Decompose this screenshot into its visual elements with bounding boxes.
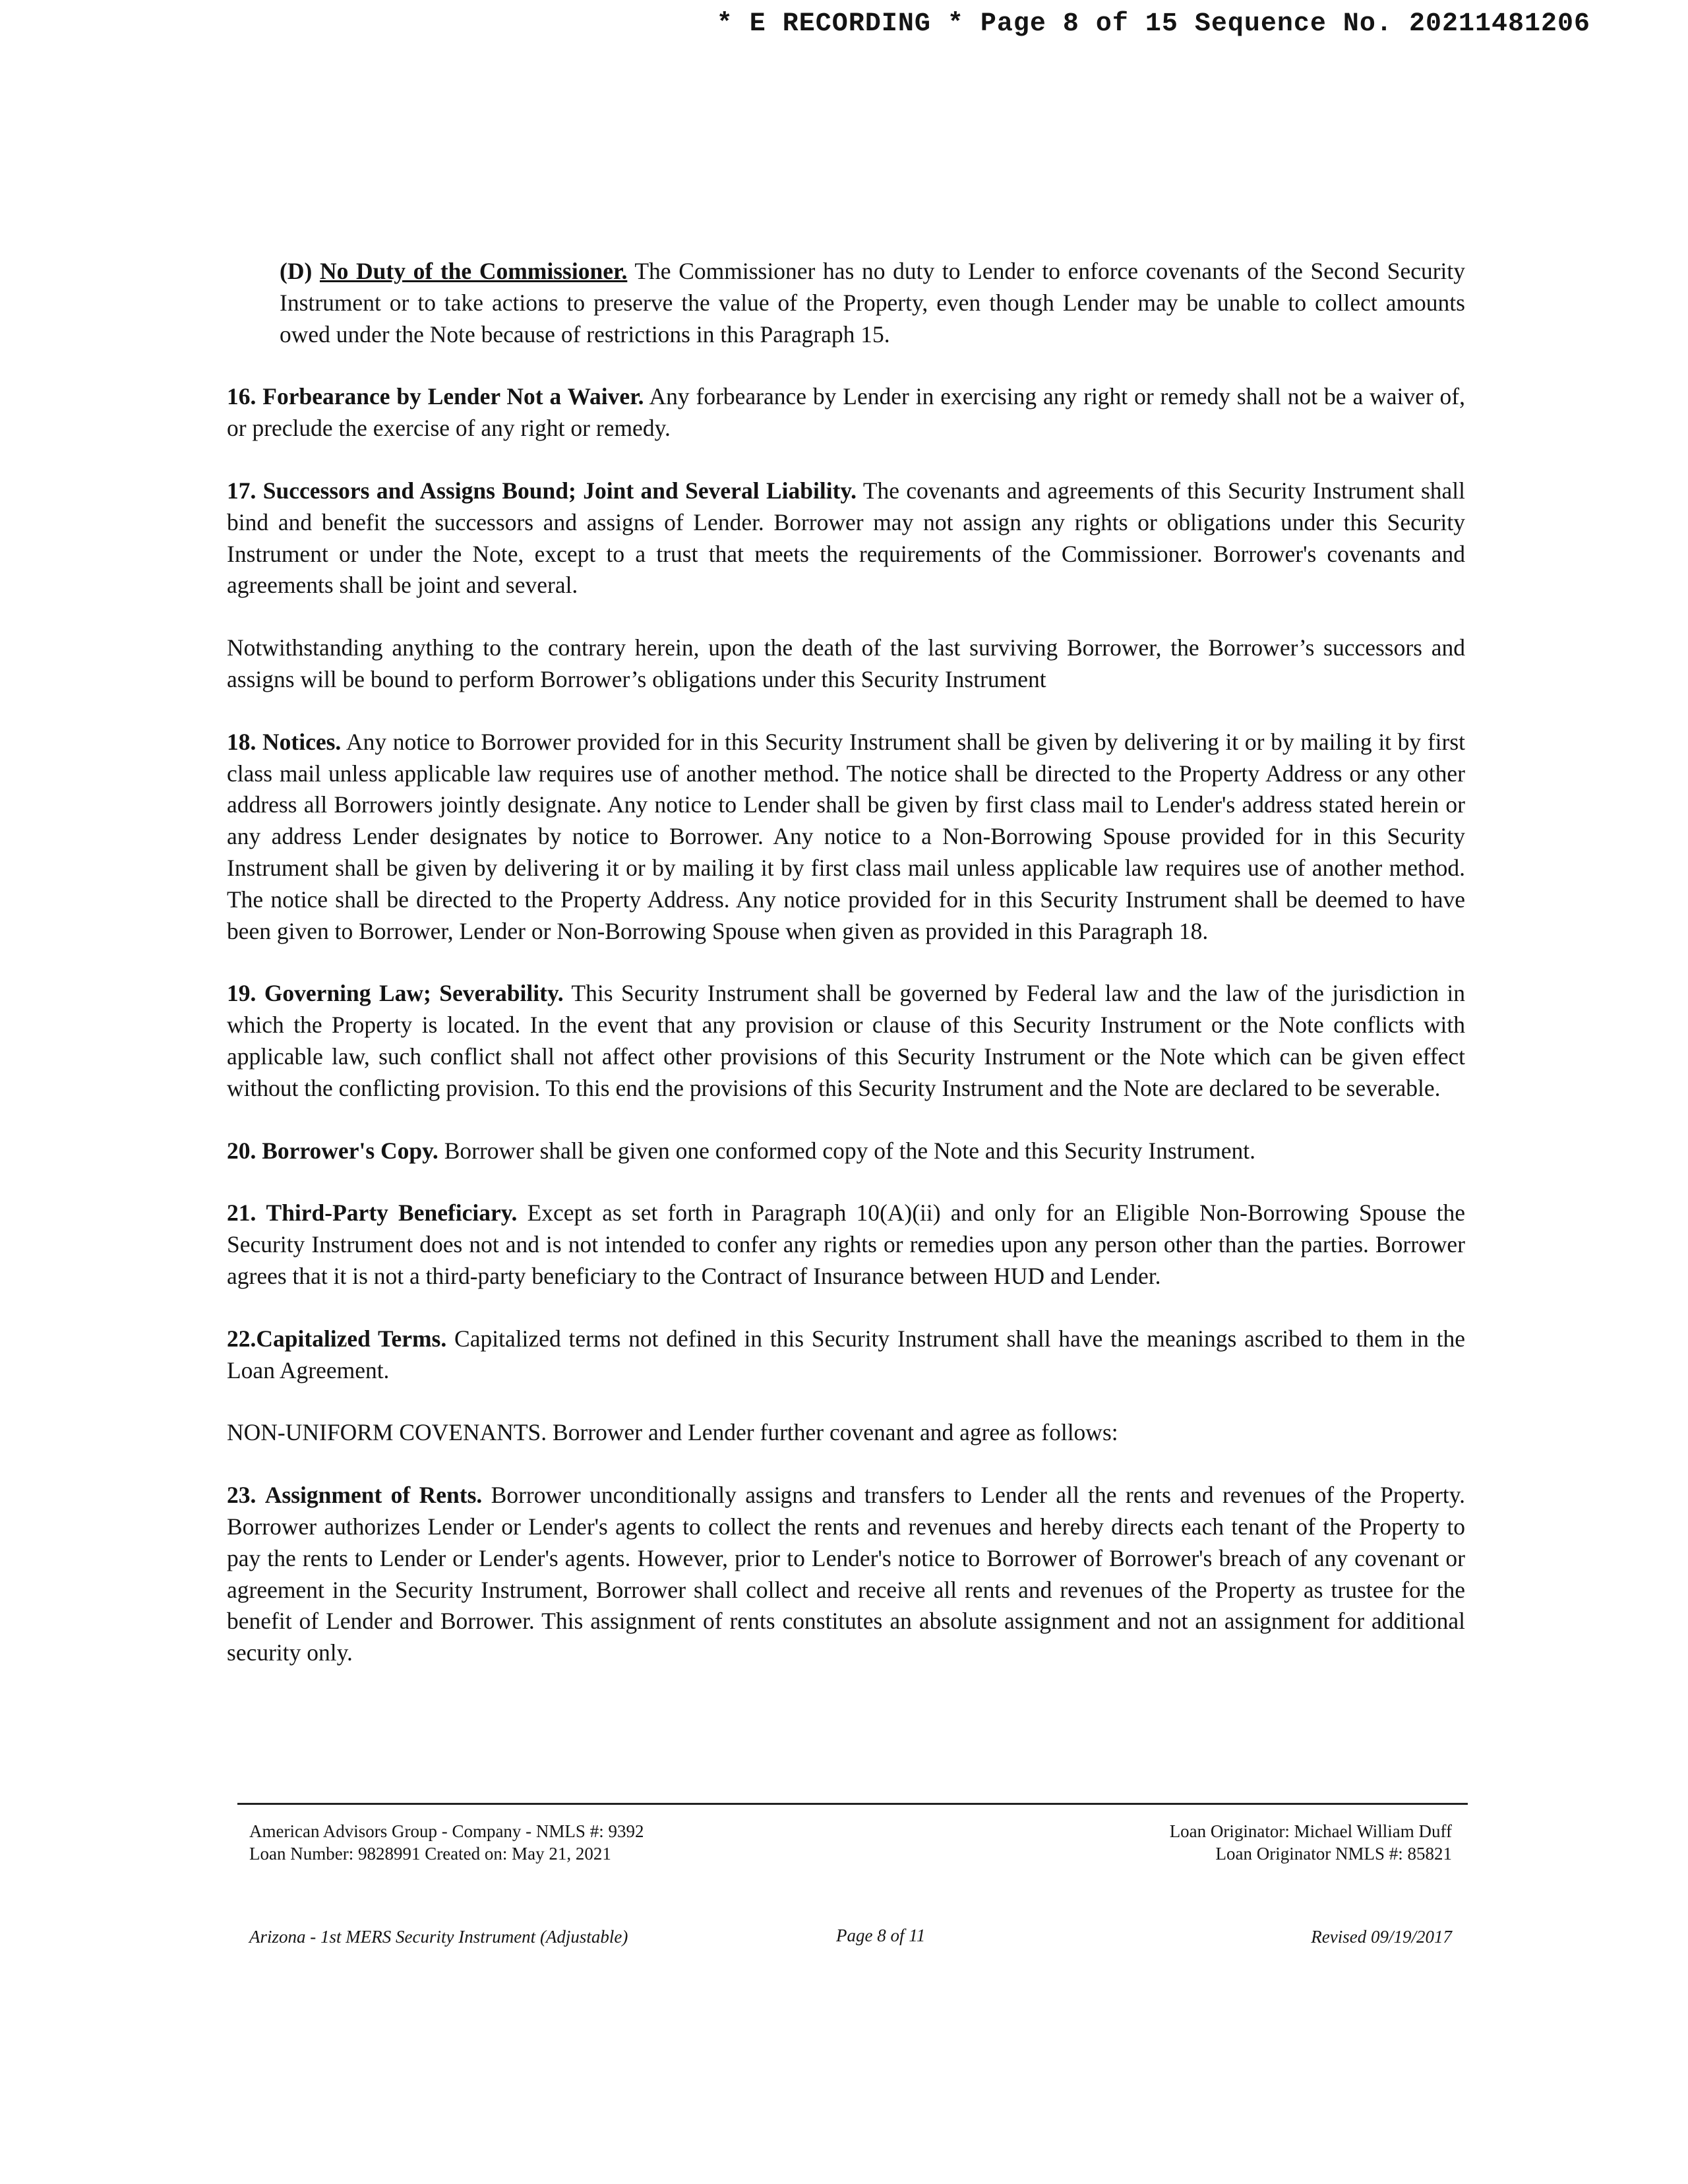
footer-originator: Loan Originator: Michael William Duff bbox=[1169, 1821, 1452, 1841]
paragraph-number: 17. bbox=[227, 477, 256, 504]
paragraph-text: The covenants and agreements of this Security Instrument shall bind and benefit the successors and assigns of Lender. Borrower may not assign any rights or obligations under this Security Instrument or under the Note, except to a trust that meets the requirements of the Commissioner. Borrower's covenants and agreements shall be joint and several. bbox=[227, 477, 1465, 599]
paragraph-text: The Commissioner has no duty to Lender to enforce covenants of the Second Security Instrument or to take actions to preserve the value of the Property, even though Lender may be unable to collect amounts owed under the Note because of restrictions in this Paragraph 15. bbox=[280, 258, 1466, 348]
footer-loan-number: Loan Number: 9828991 Created on: May 21, 2021 bbox=[249, 1844, 611, 1864]
paragraph-heading: Borrower's Copy. bbox=[262, 1137, 438, 1164]
paragraph-number: 23. bbox=[227, 1482, 256, 1509]
paragraph-16 bbox=[227, 381, 1465, 444]
paragraph-number: 19. bbox=[227, 980, 256, 1007]
footer-originator-block bbox=[1170, 1820, 1452, 1865]
paragraph-heading: Forbearance by Lender Not a Waiver. bbox=[262, 383, 644, 410]
paragraph-text: Except as set forth in Paragraph 10(A)(ii) and only for an Eligible Non-Borrowing Spouse the Security Instrument does not and is not intended to confer any rights or remedies upon any person other than the parties. Borrower agrees that it is not a third-party beneficiary to the Contract of Insurance between HUD and Lender. bbox=[227, 1199, 1466, 1289]
footer-divider bbox=[237, 1803, 1468, 1805]
paragraph-number: 18. bbox=[227, 728, 256, 755]
paragraph-18 bbox=[227, 727, 1465, 948]
paragraph-17-note bbox=[227, 632, 1465, 696]
paragraph-text: Any forbearance by Lender in exercising any right or remedy shall not be a waiver of, or preclude the exercise of any right or remedy. bbox=[227, 383, 1466, 442]
paragraph-22 bbox=[227, 1323, 1465, 1387]
paragraph-number: 16. bbox=[227, 383, 256, 410]
paragraph-number: (D) bbox=[280, 258, 313, 284]
paragraph-text: This Security Instrument shall be governed by Federal law and the law of the jurisdiction in which the Property is located. In the event that any provision or clause of this Security Instrument or the Note conflicts with applicable law, such conflict shall not affect other provisions of this Security Instrument or the Note which can be given effect without the conflicting provision. To this end the provisions of this Security Instrument and the Note are declared to be severable. bbox=[227, 980, 1466, 1101]
document-body bbox=[227, 256, 1465, 1700]
paragraph-15d bbox=[280, 256, 1465, 350]
paragraph-text: Notwithstanding anything to the contrary herein, upon the death of the last surviving Borrower, the Borrower’s successors and assigns will be bound to perform Borrower’s obligations under this Security Instrument bbox=[227, 634, 1465, 692]
paragraph-text: NON-UNIFORM COVENANTS. Borrower and Lender further covenant and agree as follows: bbox=[227, 1419, 1118, 1446]
footer-revised: Revised 09/19/2017 bbox=[1311, 1927, 1452, 1947]
footer-page-number: Page 8 of 11 bbox=[836, 1926, 926, 1945]
paragraph-heading: Assignment of Rents. bbox=[264, 1482, 483, 1509]
paragraph-heading: Successors and Assigns Bound; Joint and Several Liability. bbox=[262, 477, 857, 504]
paragraph-17 bbox=[227, 475, 1465, 601]
footer-originator-nmls: Loan Originator NMLS #: 85821 bbox=[1215, 1844, 1452, 1864]
paragraph-heading: Governing Law; Severability. bbox=[264, 980, 564, 1007]
paragraph-text: Any notice to Borrower provided for in this Security Instrument shall be given by delivering it or by mailing it by first class mail unless applicable law requires use of another method. The notice shall be directed to the Property Address or any other address all Borrowers jointly designate. Any notice to Lender shall be given by first class mail to Lender's address stated herein or any address Lender designates by notice to Borrower. Any notice to a Non-Borrowing Spouse provided for in this Security Instrument shall be given by delivering it or by mailing it by first class mail unless applicable law requires use of another method. The notice shall be directed to the Property Address. Any notice provided for in this Security Instrument shall be deemed to have been given to Borrower, Lender or Non-Borrowing Spouse when given as provided in this Paragraph 18. bbox=[227, 728, 1466, 944]
paragraph-number: 22. bbox=[227, 1325, 256, 1352]
paragraph-number: 20. bbox=[227, 1137, 256, 1164]
paragraph-heading: Third-Party Beneficiary. bbox=[266, 1199, 518, 1227]
paragraph-heading: Notices. bbox=[262, 728, 342, 755]
footer-company: American Advisors Group - Company - NMLS #: 9392 bbox=[249, 1821, 644, 1841]
paragraph-text: Capitalized terms not defined in this Security Instrument shall have the meanings ascribed to them in the Loan Agreement. bbox=[227, 1325, 1466, 1383]
non-uniform-covenants bbox=[227, 1417, 1465, 1449]
paragraph-heading: Capitalized Terms. bbox=[256, 1325, 447, 1352]
paragraph-text: Borrower unconditionally assigns and transfers to Lender all the rents and revenues of the Property. Borrower authorizes Lender or Lender's agents to collect the rents and revenues and hereby directs each tenant of the Property to pay the rents to Lender or Lender's agents. However, prior to Lender's notice to Borrower of Borrower's breach of any covenant or agreement in the Security Instrument, Borrower shall collect and receive all rents and revenues of the Property as trustee for the benefit of Lender and Borrower. This assignment of rents constitutes an absolute assignment and not an assignment for additional security only. bbox=[227, 1482, 1466, 1666]
paragraph-20 bbox=[227, 1136, 1465, 1167]
paragraph-text: Borrower shall be given one conformed copy of the Note and this Security Instrument. bbox=[444, 1137, 1256, 1164]
paragraph-23 bbox=[227, 1480, 1465, 1669]
paragraph-number: 21. bbox=[227, 1199, 256, 1227]
footer-company-block bbox=[249, 1820, 644, 1865]
paragraph-19 bbox=[227, 978, 1465, 1104]
paragraph-21 bbox=[227, 1198, 1465, 1292]
recording-header: * E RECORDING * Page 8 of 15 Sequence No. 20211481206 bbox=[716, 9, 1590, 39]
paragraph-heading: No Duty of the Commissioner. bbox=[319, 258, 628, 284]
footer-form-name: Arizona - 1st MERS Security Instrument (Adjustable) bbox=[249, 1927, 628, 1947]
